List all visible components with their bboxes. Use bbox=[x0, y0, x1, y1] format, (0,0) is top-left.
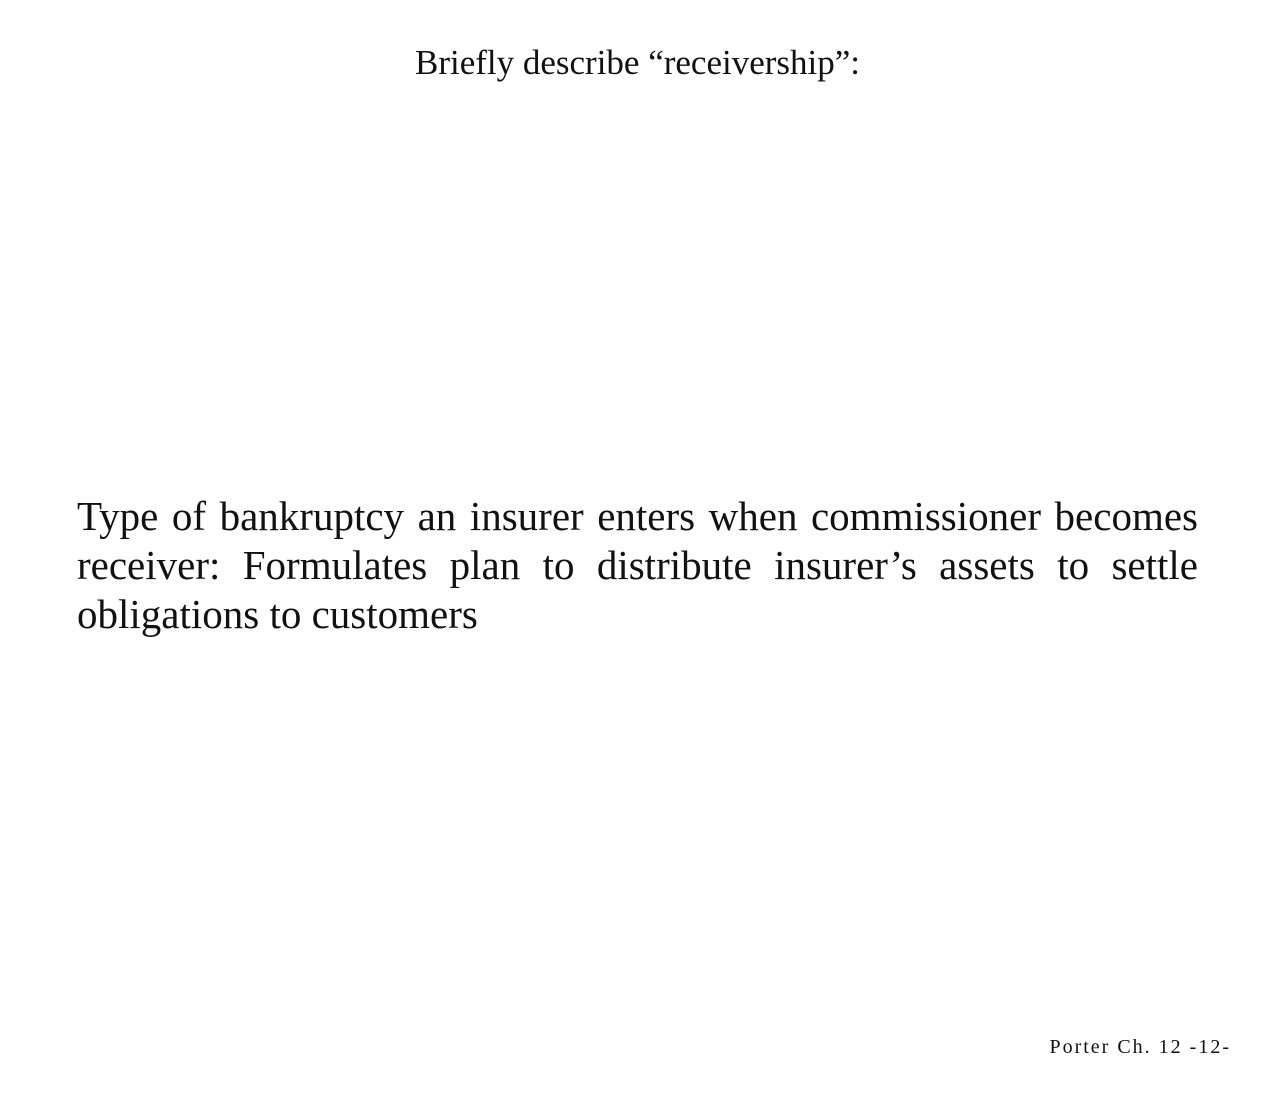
page-footer-label: Porter Ch. 12 -12- bbox=[1049, 1036, 1231, 1058]
question-heading: Briefly describe “receivership”: bbox=[414, 43, 861, 82]
answer-text: Type of bankruptcy an insurer enters when commissioner becomes receiver: Formulates plan to distribute insurer’s assets to settle obligations to customers bbox=[77, 493, 1198, 637]
